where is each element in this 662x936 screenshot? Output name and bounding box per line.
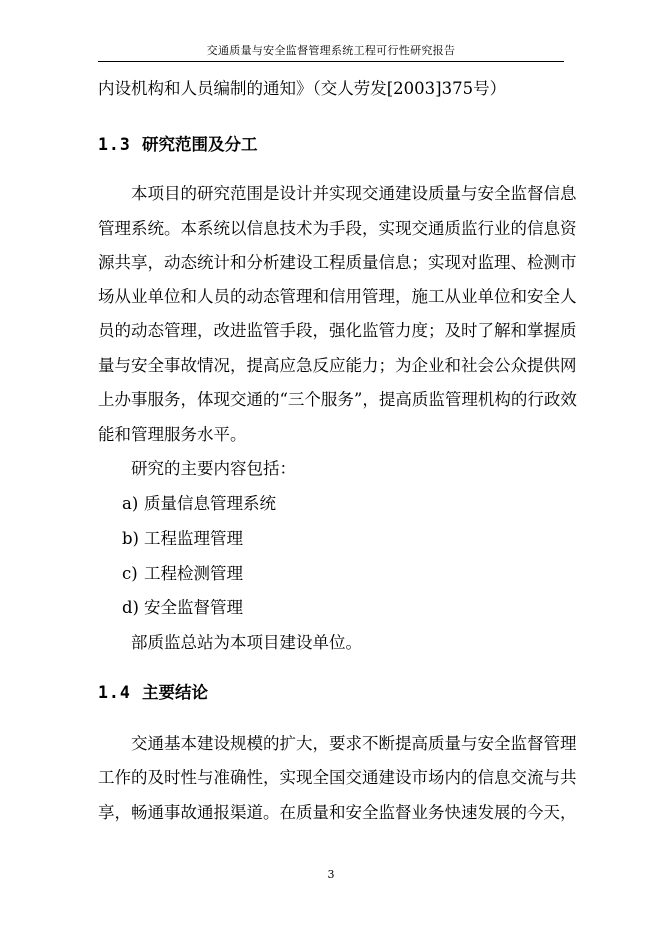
- closing-line: 部质监总站为本项目建设单位。: [131, 633, 362, 652]
- section-heading-1-3: [98, 135, 258, 155]
- paragraph-line: 交通基本建设规模的扩大，要求不断提高质量与安全监督管理: [131, 734, 577, 753]
- paragraph-line: 上办事服务，体现交通的“三个服务”，提高质监管理机构的行政效: [98, 390, 577, 409]
- section-number: 1.3: [98, 135, 131, 154]
- section-number: 1.4: [98, 683, 131, 702]
- continuation-line: 内设机构和人员编制的通知》（交人劳发[2003]375号）: [98, 79, 507, 98]
- list-item-text: 安全监督管理: [144, 598, 243, 617]
- list-item: [122, 494, 276, 514]
- list-item: [122, 564, 243, 584]
- list-item-text: 质量信息管理系统: [144, 494, 276, 513]
- paragraph-line: 源共享，动态统计和分析建设工程质量信息；实现对监理、检测市: [98, 253, 577, 272]
- header-title: 交通质量与安全监督管理系统工程可行性研究报告: [206, 44, 456, 57]
- list-item: [122, 529, 243, 549]
- paragraph-line: 工作的及时性与准确性，实现全国交通建设市场内的信息交流与共: [98, 768, 577, 787]
- list-marker: d): [122, 598, 139, 617]
- paragraph-line: 本项目的研究范围是设计并实现交通建设质量与安全监督信息: [131, 184, 577, 203]
- page-number: 3: [327, 868, 335, 881]
- paragraph-line: 场从业单位和人员的动态管理和信用管理，施工从业单位和安全人: [98, 287, 577, 306]
- paragraph-line: 享，畅通事故通报渠道。在质量和安全监督业务快速发展的今天，: [98, 803, 577, 822]
- header-divider: [98, 61, 564, 62]
- section-title: 主要结论: [142, 683, 208, 702]
- list-intro: 研究的主要内容包括：: [131, 459, 296, 478]
- paragraph-line: 管理系统。本系统以信息技术为手段，实现交通质监行业的信息资: [98, 219, 577, 238]
- list-item: [122, 598, 243, 618]
- paragraph-line: 能和管理服务水平。: [98, 425, 247, 444]
- list-marker: b): [122, 529, 139, 548]
- paragraph-line: 员的动态管理，改进监管手段，强化监管力度；及时了解和掌握质: [98, 321, 577, 340]
- paragraph-line: 量与安全事故情况，提高应急反应能力；为企业和社会公众提供网: [98, 356, 577, 375]
- list-marker: c): [122, 564, 138, 583]
- section-title: 研究范围及分工: [142, 135, 258, 154]
- section-heading-1-4: [98, 683, 208, 703]
- list-item-text: 工程监理管理: [144, 529, 243, 548]
- list-item-text: 工程检测管理: [144, 564, 243, 583]
- list-marker: a): [122, 494, 139, 513]
